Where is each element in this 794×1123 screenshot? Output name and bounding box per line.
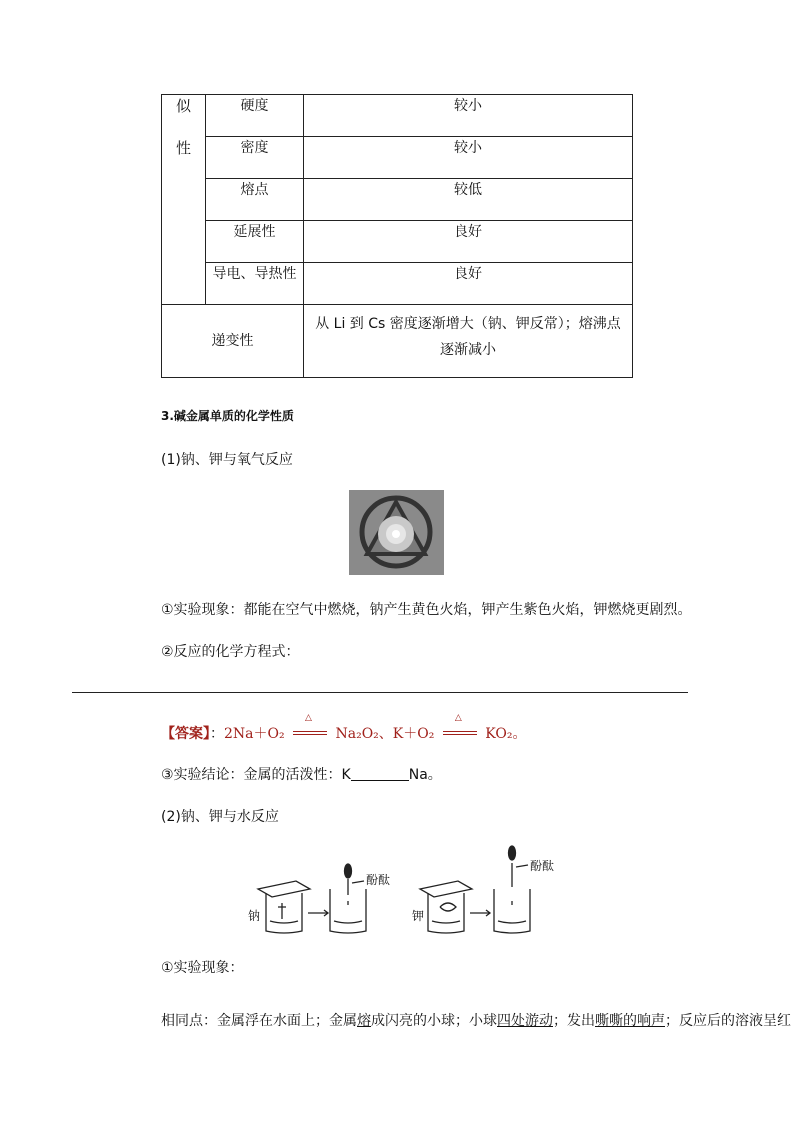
recurring-line-1: 从 Li 到 Cs 密度逐渐增大（钠、钾反常）；熔沸点 xyxy=(315,316,621,332)
eq1-right: Na₂O₂、K＋O₂ xyxy=(335,726,435,742)
answer-label: 【答案】 xyxy=(161,726,210,742)
section-heading: 3.碱金属单质的化学性质 xyxy=(161,409,294,423)
label-potassium: 钾 xyxy=(412,909,425,923)
phenomenon-oxygen: ①实验现象：都能在空气中燃烧，钠产生黄色火焰，钾产生紫色火焰，钾燃烧更剧烈。 xyxy=(161,602,692,618)
common-underline-1: 熔 xyxy=(357,1013,371,1029)
property-value: 良好 xyxy=(304,263,633,305)
heat-equals-sign xyxy=(443,713,477,740)
common-underline-3: 嘶嘶的响声 xyxy=(595,1013,665,1029)
property-name: 密度 xyxy=(206,137,304,179)
answer-separator: ： xyxy=(210,726,224,742)
label-phenolphthalein-2: 酚酞 xyxy=(530,859,555,873)
property-name: 导电、导热性 xyxy=(206,263,304,305)
properties-table xyxy=(161,94,633,378)
eq1-left: 2Na＋O₂ xyxy=(224,726,285,742)
recurring-description xyxy=(304,305,633,378)
heat-symbol: △ xyxy=(454,713,462,723)
subsection-water: (2)钠、钾与水反应 xyxy=(161,809,279,825)
property-name: 硬度 xyxy=(206,95,304,137)
subsection-oxygen: (1)钠、钾与氧气反应 xyxy=(161,452,293,468)
property-name: 熔点 xyxy=(206,179,304,221)
water-reaction-figure xyxy=(248,843,555,935)
property-value: 较小 xyxy=(304,137,633,179)
label-sodium: 钠 xyxy=(248,909,261,923)
property-value: 较小 xyxy=(304,95,633,137)
recurring-label: 递变性 xyxy=(162,305,304,378)
category-cell xyxy=(162,95,206,305)
common-points-line xyxy=(161,1010,791,1030)
heat-equals-sign xyxy=(293,713,327,740)
label-phenolphthalein-1: 酚酞 xyxy=(366,873,391,887)
conclusion-prefix: ③实验结论：金属的活泼性：K xyxy=(161,767,351,783)
common-mid-2: ；发出 xyxy=(553,1013,595,1029)
category-char-1: 似 xyxy=(175,97,191,115)
phenomenon-water: ①实验现象： xyxy=(161,960,244,976)
property-value: 良好 xyxy=(304,221,633,263)
category-char-2: 性 xyxy=(175,139,191,157)
common-prefix: 相同点：金属浮在水面上；金属 xyxy=(161,1013,357,1029)
recurring-line-2: 逐渐减小 xyxy=(440,342,496,358)
equation-prompt: ②反应的化学方程式： xyxy=(161,644,300,660)
property-name: 延展性 xyxy=(206,221,304,263)
conclusion-line xyxy=(161,764,442,784)
common-mid-1: 成闪亮的小球；小球 xyxy=(371,1013,497,1029)
conclusion-suffix: Na。 xyxy=(408,767,442,783)
answer-blank-line xyxy=(72,692,688,693)
answer-line xyxy=(161,713,527,743)
conclusion-blank xyxy=(351,766,409,781)
property-value: 较低 xyxy=(304,179,633,221)
common-suffix: ；反应后的溶液呈红 xyxy=(665,1013,791,1029)
heat-symbol: △ xyxy=(305,713,312,723)
common-underline-2: 四处游动 xyxy=(497,1013,553,1029)
combustion-photo xyxy=(349,490,444,575)
eq2-right: KO₂。 xyxy=(485,726,527,742)
